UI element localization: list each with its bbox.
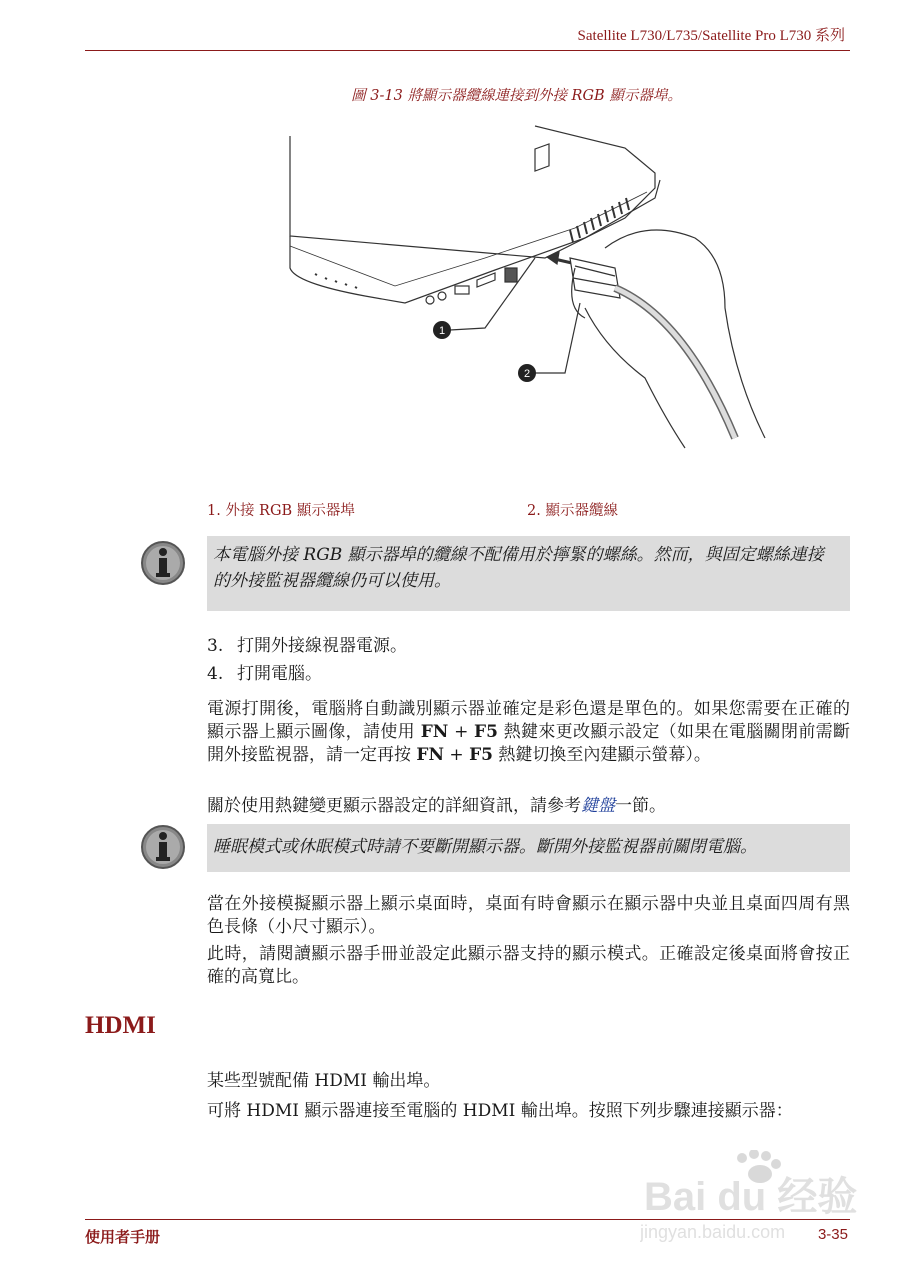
header-title: Satellite L730/L735/Satellite Pro L730 系列 bbox=[577, 28, 845, 44]
paragraph-display-mode: 此時，請閱讀顯示器手冊並設定此顯示器支持的顯示模式。正確設定後桌面將會按正確的高寬比。 bbox=[207, 944, 850, 987]
text-run: 熱鍵切換至內建顯示螢幕）。 bbox=[492, 745, 711, 765]
paragraph-hdmi-connect: 可將 HDMI 顯示器連接至電腦的 HDMI 輸出埠。按照下列步驟連接顯示器： bbox=[207, 1101, 793, 1121]
keyboard-link[interactable]: 鍵盤 bbox=[581, 796, 615, 816]
callout-number-2: 2 bbox=[523, 368, 531, 380]
info-icon bbox=[140, 824, 186, 870]
note-text: 睡眠模式或休眠模式時請不要斷開顯示器。斷開外接監視器前關閉電腦。 bbox=[213, 837, 757, 857]
text-run: 電源打開後，電腦將自動識別顯示器並確定是彩色還是單色的。如果您需要在正確的顯示器上顯示圖像，請使用 bbox=[207, 699, 850, 742]
watermark-url: jingyan.baidu.com bbox=[640, 1222, 786, 1242]
paragraph-hdmi-models: 某些型號配備 HDMI 輸出埠。 bbox=[207, 1071, 441, 1091]
text-run: + bbox=[448, 722, 475, 742]
step-4 bbox=[207, 659, 322, 684]
laptop-lid bbox=[290, 126, 655, 258]
step-number: 4. bbox=[207, 664, 224, 684]
key-fn: FN bbox=[416, 745, 445, 765]
text-run: + bbox=[444, 745, 470, 765]
callout-line-2 bbox=[535, 303, 580, 373]
callout-number-1: 1 bbox=[438, 325, 446, 337]
header-rule bbox=[85, 50, 850, 51]
mic-jack bbox=[438, 292, 446, 300]
footer-page-number: 3-35 bbox=[817, 1226, 848, 1243]
key-fn: FN bbox=[420, 722, 449, 742]
paragraph-black-bars: 當在外接模擬顯示器上顯示桌面時，桌面有時會顯示在顯示器中央並且桌面四周有黑色長條（小尺寸顯示）。 bbox=[207, 894, 850, 937]
step-3 bbox=[207, 631, 407, 656]
info-icon bbox=[140, 540, 186, 586]
key-f5: F5 bbox=[469, 745, 493, 765]
paragraph-hotkey-reference bbox=[207, 795, 850, 818]
figure-caption: 圖 3-13 將顯示器纜線連接到外接 RGB 顯示器埠。 bbox=[351, 88, 682, 104]
note-box-sleep-mode bbox=[207, 824, 850, 872]
text-run: 熱鍵來更改顯示設定（如果在電腦關閉前需斷開外接監視器，請一定再按 bbox=[207, 722, 850, 765]
text-run: 一節。 bbox=[615, 796, 666, 816]
watermark-brand: Bai du 经验 bbox=[644, 1175, 858, 1219]
text-run: 關於使用熱鍵變更顯示器設定的詳細資訊，請參考 bbox=[207, 796, 581, 816]
key-f5: F5 bbox=[474, 722, 498, 742]
note-text: 本電腦外接 RGB 顯示器埠的纜線不配備用於擰緊的螺絲。然而，與固定螺絲連接的外接監視器纜線仍可以使用。 bbox=[213, 545, 824, 591]
footer-manual-title: 使用者手册 bbox=[85, 1228, 161, 1246]
step-text: 打開電腦。 bbox=[237, 664, 322, 684]
hand bbox=[572, 230, 765, 448]
usb-port bbox=[455, 286, 469, 294]
section-heading-hdmi: HDMI bbox=[85, 1012, 156, 1039]
paragraph-auto-detect bbox=[207, 698, 850, 767]
legend-item-1: 1. 外接 RGB 顯示器埠 bbox=[207, 503, 355, 519]
cable-plug bbox=[570, 258, 620, 298]
step-number: 3. bbox=[207, 636, 224, 656]
figure-illustration bbox=[285, 118, 775, 468]
audio-jack bbox=[426, 296, 434, 304]
step-text: 打開外接線視器電源。 bbox=[237, 636, 407, 656]
legend-item-2: 2. 顯示器纜線 bbox=[527, 503, 618, 519]
display-cable bbox=[615, 288, 735, 438]
lan-port bbox=[505, 268, 517, 282]
vga-port bbox=[535, 144, 549, 171]
footer-rule bbox=[85, 1219, 850, 1220]
note-box-cable-screws bbox=[207, 536, 850, 611]
